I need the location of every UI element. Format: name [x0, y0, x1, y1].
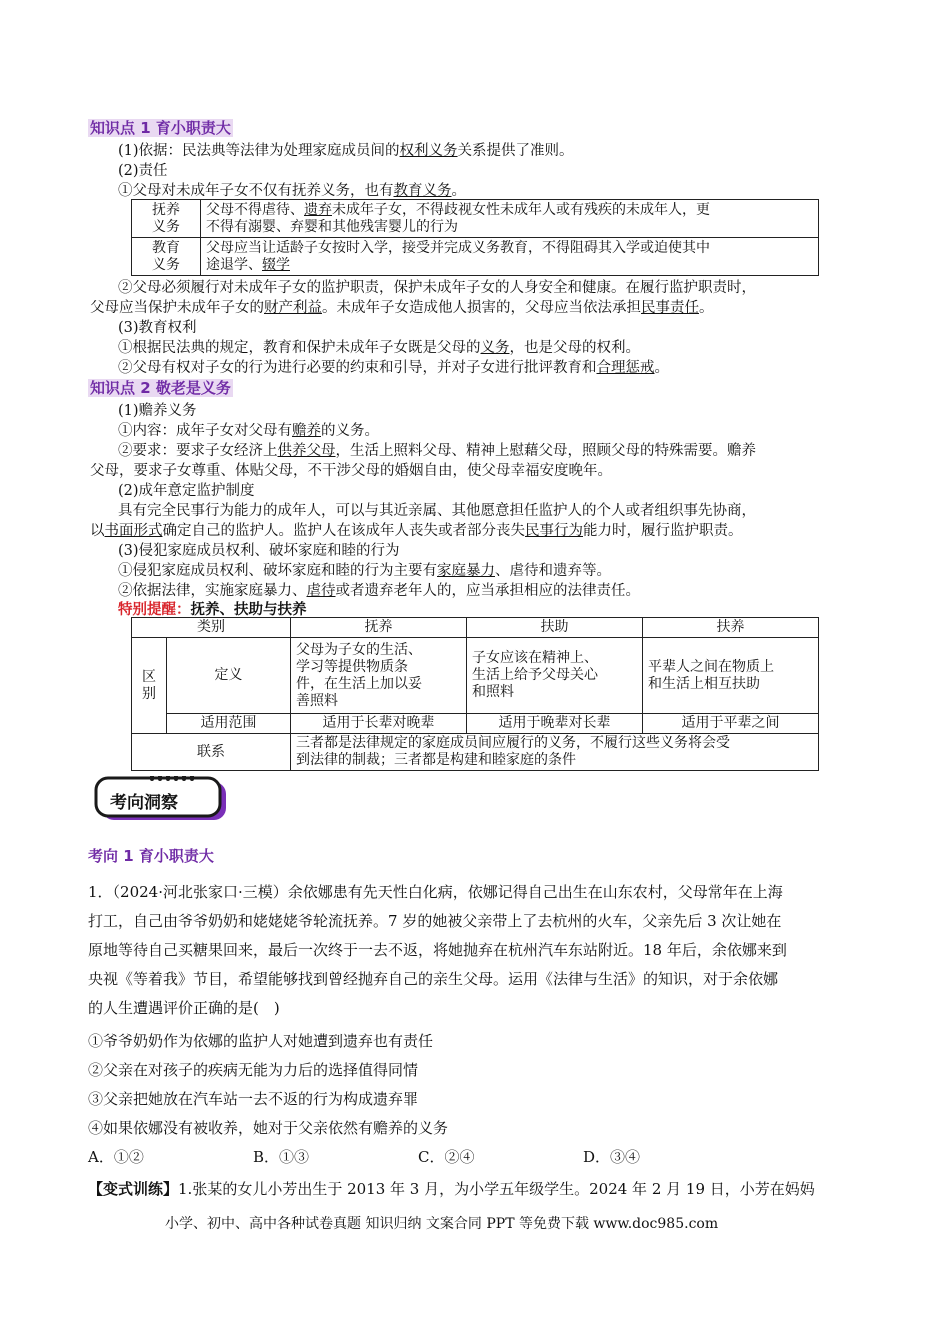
choice-b: B．①③: [253, 1148, 310, 1166]
badge-label: 考向洞察: [110, 793, 178, 813]
variant-line: 【变式训练】1.张某的女儿小芳出生于 2013 年 3 月，为小学五年级学生。2024 年 2 月 19 日，小芳在妈妈: [88, 1180, 815, 1198]
kp1-e1: ①根据民法典的规定，教育和保护未成年子女既是父母的义务，也是父母的权利。: [118, 340, 640, 356]
kp1-r2-line2: 父母应当保护未成年子女的财产利益。未成年子女造成他人损害的，父母应当依法承担民事责任。: [90, 300, 714, 316]
option-3: ③父亲把她放在汽车站一去不返的行为构成遗弃罪: [88, 1090, 419, 1108]
kp2-s2-line1: ②要求：要求子女经济上供养父母，生活上照料父母、精神上慰藉父母，照顾父母的特殊需要。赡养: [118, 443, 756, 459]
kp1-resp: (2)责任: [118, 163, 168, 179]
def-maintain: 平辈人之间在物质上 和生活上相互扶助: [643, 638, 819, 714]
kp1-title: 知识点 1 育小职责大: [90, 119, 231, 137]
kp1-e2: ②父母有权对子女的行为进行必要的约束和引导，并对子女进行批评教育和合理惩戒。: [118, 360, 669, 376]
kp2-i1: ①侵犯家庭成员权利、破坏家庭和睦的行为主要有家庭暴力、虐待和遗弃等。: [118, 563, 611, 579]
scope-support: 适用于晚辈对长辈: [467, 714, 643, 734]
option-1: ①爷爷奶奶作为依娜的监护人对她遭到遗弃也有责任: [88, 1032, 434, 1050]
duty-edu-text: 父母应当让适龄子女按时入学，接受并完成义务教育，不得阻碍其入学或迫使其中 途退学、辍学: [201, 238, 819, 276]
th-raise: 抚养: [291, 618, 467, 638]
kp2-i2: ②依据法律，实施家庭暴力、虐待或者遗弃老年人的，应当承担相应的法律责任。: [118, 583, 640, 599]
def-support: 子女应该在精神上、 生活上给予父母关心 和照料: [467, 638, 643, 714]
kp2-s2-line2: 父母，要求子女尊重、体贴父母，不干涉父母的婚姻自由，使父母幸福安度晚年。: [90, 463, 612, 479]
kp2-g-line2: 以书面形式确定自己的监护人。监护人在该成年人丧失或者部分丧失民事行为能力时，履行监护职责。: [90, 523, 743, 539]
th-support: 扶助: [467, 618, 643, 638]
choice-d: D．③④: [583, 1148, 641, 1166]
scope-label: 适用范围: [167, 714, 291, 734]
kp2-title: 知识点 2 敬老是义务: [90, 379, 231, 397]
def-label: 定义: [167, 638, 291, 714]
duty-label-edu: 教育 义务: [132, 238, 201, 276]
question-line-2: 打工，自己由爷爷奶奶和姥姥姥爷轮流抚养。7 岁的她被父亲带上了去杭州的火车，父亲先后 3 次让她在: [88, 912, 782, 930]
kp2-s1: ①内容：成年子女对父母有赡养的义务。: [118, 423, 379, 439]
question-line-3: 原地等待自己买糖果回来，最后一次终于一去不返，将她抛弃在杭州汽车东站附近。18 年后，余依娜来到: [88, 941, 787, 959]
kp1-r2-line1: ②父母必须履行对未成年子女的监护职责，保护未成年子女的人身安全和健康。在履行监护职责时，: [118, 280, 756, 296]
kp2-sup: (1)赡养义务: [118, 403, 197, 419]
question-line-1: 1．（2024·河北张家口·三模）余依娜患有先天性白化病，依娜记得自己出生在山东农村，父母常年在上海: [88, 883, 783, 901]
choice-a: A．①②: [88, 1148, 144, 1166]
kx1-title: 考向 1 育小职责大: [88, 847, 214, 865]
question-line-4: 央视《等着我》节目，希望能够找到曾经抛弃自己的亲生父母。运用《法律与生活》的知识，对于余依娜: [88, 970, 779, 988]
kp2-guard: (2)成年意定监护制度: [118, 483, 255, 499]
option-4: ④如果依娜没有被收养，她对于父亲依然有赡养的义务: [88, 1119, 449, 1137]
question-line-5: 的人生遭遇评价正确的是( ): [88, 999, 280, 1017]
scope-maintain: 适用于平辈之间: [643, 714, 819, 734]
duty-table: [131, 199, 819, 276]
duty-raise-text: 父母不得虐待、遗弃未成年子女，不得歧视女性未成年人或有残疾的未成年人，更 不得有溺婴、弃婴和其他残害婴儿的行为: [201, 200, 819, 238]
kp1-basis: (1)依据：民法典等法律为处理家庭成员间的权利义务关系提供了准则。: [118, 143, 574, 159]
option-2: ②父亲在对孩子的疾病无能为力后的选择值得同情: [88, 1061, 419, 1079]
support-table: [131, 617, 819, 771]
def-raise: 父母为子女的生活、 学习等提供物质条 件，在生活上加以妥 善照料: [291, 638, 467, 714]
footer: 小学、初中、高中各种试卷真题 知识归纳 文案合同 PPT 等免费下载 www.doc985.com: [165, 1216, 719, 1232]
th-category: 类别: [132, 618, 291, 638]
section-badge: [92, 776, 228, 822]
kp1-edu: (3)教育权利: [118, 320, 197, 336]
rel-text: 三者都是法律规定的家庭成员间应履行的义务，不履行这些义务将会受 到法律的制裁；三者都是构建和睦家庭的条件: [291, 734, 819, 771]
th-maintain: 扶养: [643, 618, 819, 638]
kp2-g-line1: 具有完全民事行为能力的成年人，可以与其近亲属、其他愿意担任监护人的个人或者组织事先协商，: [118, 503, 756, 519]
duty-label-raise: 抚养 义务: [132, 200, 201, 238]
rel-label: 联系: [132, 734, 291, 771]
scope-raise: 适用于长辈对晚辈: [291, 714, 467, 734]
kp2-tip: 特别提醒：抚养、扶助与扶养: [118, 602, 307, 618]
choice-c: C．②④: [418, 1148, 475, 1166]
diff-label: 区 别: [132, 638, 167, 734]
kp2-inf: (3)侵犯家庭成员权利、破坏家庭和睦的行为: [118, 543, 400, 559]
kp1-r1: ①父母对未成年子女不仅有抚养义务，也有教育义务。: [118, 183, 466, 199]
